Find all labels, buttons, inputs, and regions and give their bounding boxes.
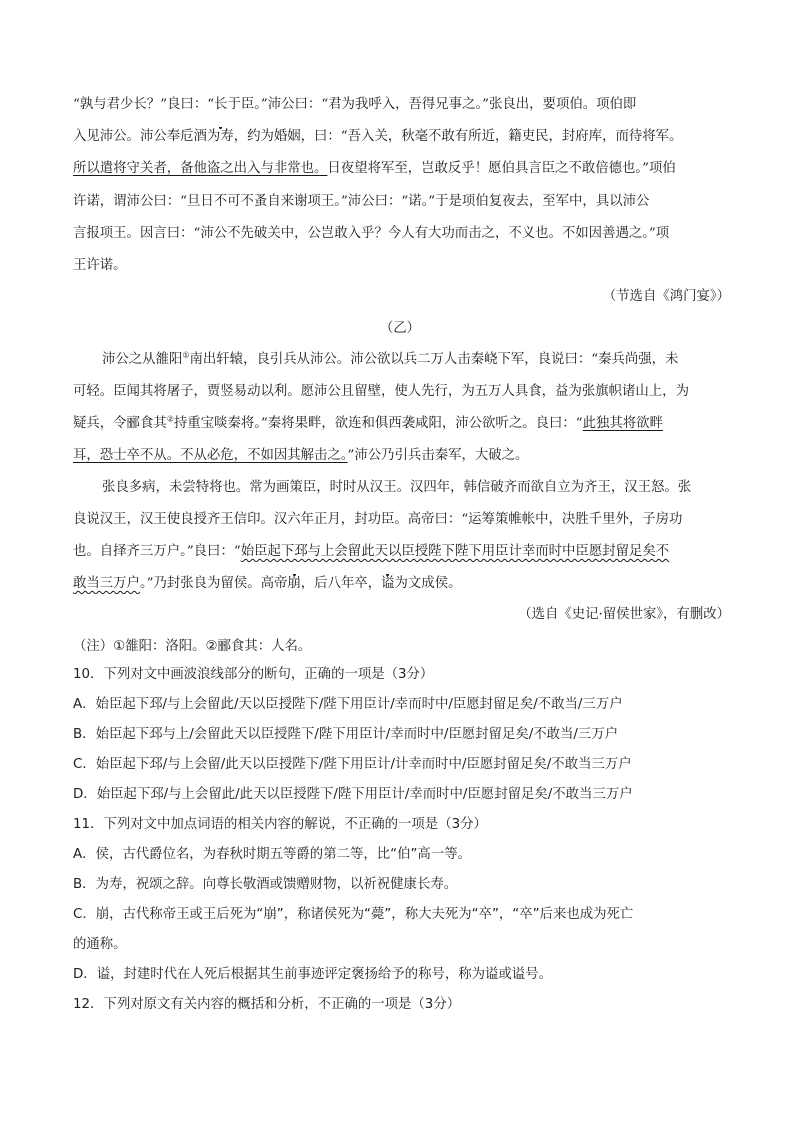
passage-b-line-1 xyxy=(102,350,734,370)
passage-a-line-1 xyxy=(73,95,733,115)
passage-b-line-3 xyxy=(73,414,733,434)
underlined-sentence: 耳，恐士卒不从。不从必危，不如因其解击之。 xyxy=(73,448,348,463)
passage-b-heading: （乙） xyxy=(379,321,421,336)
passage-a-source: （节选自《鸿门宴》） xyxy=(602,289,730,304)
passage-a-line-2 xyxy=(73,127,733,147)
wavy-underlined-sentence: 始臣起下邳与上会留此天以臣授陛下陛下用臣计幸而时中臣愿封留足矣不 xyxy=(240,544,670,559)
passage-a-line-3 xyxy=(73,159,733,179)
passage-a-line-6 xyxy=(73,256,733,276)
passage-b-source: （选自《史记·留侯世家》，有删改） xyxy=(518,607,730,622)
text: 日夜望将军至，岂敢反乎！愿伯具言臣之不敢倍德也。”项伯 xyxy=(327,161,676,176)
q10-option-d[interactable]: D．始臣起下邳/与上会留此/此天以臣授陛下/陛下用臣计/幸而时中/臣愿封留足矣/不敢当三万户 xyxy=(73,787,633,802)
text: 良说汉王，汉王使良授齐王信印。汉六年正月，封功臣。高帝曰：“运筹策帷帐中，决胜千里外，子房功 xyxy=(73,512,683,527)
passage-b-line-5 xyxy=(102,478,734,498)
footnote-marker-2: ② xyxy=(166,414,174,424)
passage-a-line-4 xyxy=(73,192,733,212)
q11-stem: 11．下列对文中加点词语的相关内容的解说，不正确的一项是（3分） xyxy=(73,817,487,832)
underlined-sentence: 所以遣将守关者，备他盗之出入与非常也。 xyxy=(73,161,328,176)
text: 为文成侯。 xyxy=(394,576,462,591)
passage-b-line-6 xyxy=(73,510,733,530)
text: ”沛公乃引兵击秦军，大破之。 xyxy=(347,448,529,463)
text: 入见沛公。沛公奉卮酒 xyxy=(73,129,207,144)
q10-option-a[interactable]: A．始臣起下邳/与上会留此/天以臣授陛下/陛下用臣计/幸而时中/臣愿封留足矣/不敢当/三万户 xyxy=(73,697,623,712)
dotted-term-beng: 崩 xyxy=(287,576,301,591)
wavy-underlined-sentence: 敢当三万户 xyxy=(73,576,140,591)
q10-stem: 10．下列对文中画波浪线部分的断句，正确的一项是（3分） xyxy=(73,667,434,682)
text: ，约为婚姻，曰：“吾入关，秋毫不敢有所近，籍吏民，封府库，而待将军。 xyxy=(233,129,683,144)
passage-b-line-8 xyxy=(73,574,733,594)
text: 持重宝啖秦将。”秦将果畔，欲连和俱西袭咸阳，沛公欲听之。良曰：“ xyxy=(173,416,583,431)
q10-option-b[interactable]: B．始臣起下邳与上/会留此天以臣授陛下/陛下用臣计/幸而时中/臣愿封留足矣/不敢当/三万户 xyxy=(73,727,619,742)
notes: （注）①雒阳：洛阳。②郦食其：人名。 xyxy=(73,639,312,654)
text: 也。自择齐三万户。”良曰：“ xyxy=(73,544,241,559)
text: ，后八年卒， xyxy=(300,576,382,591)
q12-stem: 12．下列对原文有关内容的概括和分析，不正确的一项是（3分） xyxy=(73,997,461,1012)
q11-option-c-continued: 的通称。 xyxy=(73,937,127,952)
text: 南出轩辕，良引兵从沛公。沛公欲以兵二万人击秦峣下军，良说曰：“秦兵尚强，未 xyxy=(189,352,679,367)
q11-option-b[interactable]: B．为寿，祝颂之辞。向尊长敬酒或馈赠财物，以祈祝健康长寿。 xyxy=(73,877,458,892)
footnote-marker-1: ① xyxy=(182,350,190,360)
text: 言报项王。因言曰：“沛公不先破关中，公岂敢入乎？今人有大功而击之，不义也。不如因善遇之。”项 xyxy=(73,226,670,241)
passage-b-line-7 xyxy=(73,542,733,562)
q11-option-d[interactable]: D．谥，封建时代在人死后根据其生前事迹评定褒扬给予的称号，称为谥或谥号。 xyxy=(73,967,552,982)
text: “孰与君少长？”良曰：“长于臣。”沛公曰：“君为我呼入，吾得兄事之。”张良出，要项伯。项伯即 xyxy=(73,97,637,112)
dotted-term-shi: 谥 xyxy=(381,576,395,591)
passage-a-line-5 xyxy=(73,224,733,244)
q11-option-c[interactable]: C．崩，古代称帝王或王后死为“崩”，称诸侯死为“薨”，称大夫死为“卒”，“卒”后来也成为死亡 xyxy=(73,907,634,922)
q10-option-c[interactable]: C．始臣起下邳/与上会留/此天以臣授陛下/陛下用臣计/计幸而时中/臣愿封留足矣/不敢当三万户 xyxy=(73,757,632,772)
dotted-term-weishou: 为寿 xyxy=(206,129,234,144)
text: 王许诺。 xyxy=(73,258,127,273)
text: 张良多病，未尝特将也。常为画策臣，时时从汉王。汉四年，韩信破齐而欲自立为齐王，汉王怒。张 xyxy=(102,480,692,495)
text: 可轻。臣闻其将屠子，贾竖易动以利。愿沛公且留壁，使人先行，为五万人具食，益为张旗帜诸山上，为 xyxy=(73,384,689,399)
text: 沛公之从雒阳 xyxy=(102,352,183,367)
text: 。”乃封张良为留侯。高帝 xyxy=(139,576,288,591)
passage-b-line-2 xyxy=(73,382,733,402)
underlined-sentence: 此独其将欲畔 xyxy=(582,416,663,431)
text: 许诺，谓沛公曰：“旦日不可不蚤自来谢项王。”沛公曰：“诺。”于是项伯复夜去，至军中，具以沛公 xyxy=(73,194,650,209)
text: 疑兵，令郦食其 xyxy=(73,416,167,431)
q11-option-a[interactable]: A．侯，古代爵位名，为春秋时期五等爵的第二等，比“伯”高一等。 xyxy=(73,847,471,862)
passage-b-line-4 xyxy=(73,446,733,466)
